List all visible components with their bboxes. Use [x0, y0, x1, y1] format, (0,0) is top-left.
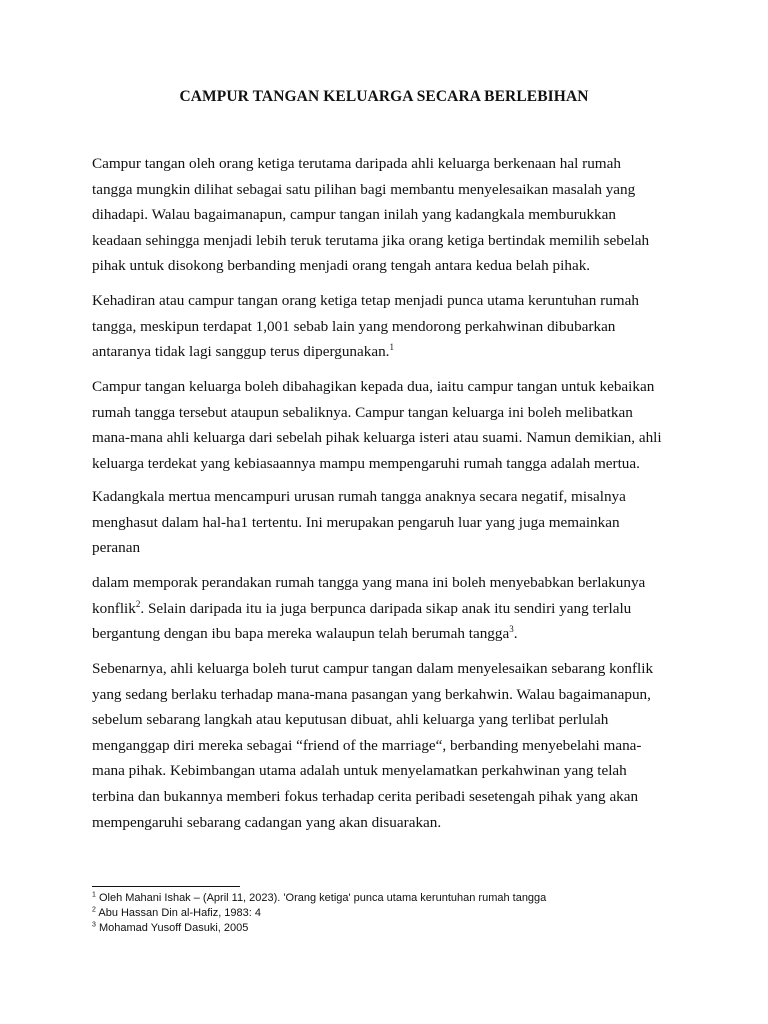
paragraph-line: mana pihak. Kebimbangan utama adalah untuk menyelamatkan perkahwinan yang telah — [92, 762, 627, 780]
paragraph-line-text: konflik — [92, 599, 136, 617]
paragraph-line: Campur tangan keluarga boleh dibahagikan kepada dua, iaitu campur tangan untuk kebaikan — [92, 378, 655, 395]
paragraph-5 — [92, 570, 678, 647]
paragraph-4 — [92, 484, 678, 561]
paragraph-line: Kadangkala mertua mencampuri urusan rumah tangga anaknya secara negatif, misalnya — [92, 488, 626, 505]
footnote-ref-2[interactable]: 2 — [135, 598, 141, 609]
paragraph-3 — [92, 374, 678, 476]
paragraph-line: mempengaruhi sebarang cadangan yang akan disuarakan. — [92, 813, 442, 831]
paragraph-line — [92, 621, 678, 647]
paragraph-line: tangga mungkin dilihat sebagai satu pilihan bagi membantu menyelesaikan masalah yang — [92, 180, 636, 198]
paragraph-line: Sebenarnya, ahli keluarga boleh turut campur tangan dalam menyelesaikan sebarang konflik — [92, 660, 654, 677]
footnote-number: 2 — [92, 906, 96, 914]
footnote-number: 1 — [92, 891, 96, 899]
paragraph-line: peranan — [92, 539, 141, 557]
paragraph-line — [92, 339, 678, 365]
footnote-item — [92, 891, 692, 906]
paragraph-line: tangga, meskipun terdapat 1,001 sebab lain yang mendorong perkahwinan dibubarkan — [92, 317, 616, 335]
paragraph-line: menganggap diri mereka sebagai “friend of the marriage“, berbanding menyebelahi mana- — [92, 736, 642, 754]
footnote-number: 3 — [92, 921, 96, 929]
paragraph-line: yang sedang berlaku terhadap mana-mana pasangan yang berkahwin. Walau bagaimanapun, — [92, 685, 651, 703]
paragraph-line: terbina dan bukannya memberi fokus terhadap cerita peribadi sesetengah pihak yang akan — [92, 787, 639, 805]
paragraph-line: Kehadiran atau campur tangan orang ketiga tetap menjadi punca utama keruntuhan rumah — [92, 292, 639, 309]
footnote-ref-1[interactable]: 1 — [389, 342, 394, 353]
paragraph-line: pihak untuk disokong berbanding menjadi orang tengah antara kedua belah pihak. — [92, 257, 591, 275]
paragraph-line-text: . Selain daripada itu ia juga berpunca daripada sikap anak itu sendiri yang terlalu — [140, 599, 632, 617]
paragraph-line: keluarga terdekat yang kebiasaannya mampu mempengaruhi rumah tangga adalah mertua. — [92, 454, 640, 472]
footnote-item — [92, 906, 692, 921]
paragraph-line: dalam memporak perandakan rumah tangga yang mana ini boleh menyebabkan berlakunya — [92, 574, 646, 591]
footnote-text: Abu Hassan Din al-Hafiz, 1983: 4 — [98, 907, 262, 919]
paragraph-line: dihadapi. Walau bagaimanapun, campur tangan inilah yang kadangkala memburukkan — [92, 206, 616, 224]
paragraph-line-text: antaranya tidak lagi sanggup terus dipergunakan. — [92, 343, 390, 361]
footnote-text: Oleh Mahani Ishak – (April 11, 2023). 'Orang ketiga' punca utama keruntuhan rumah tangga — [98, 892, 547, 904]
paragraph-line-text: bergantung dengan ibu bapa mereka walaupun telah berumah tangga — [92, 625, 510, 643]
paragraph-line: rumah tangga tersebut ataupun sebaliknya. Campur tangan keluarga ini boleh melibatkan — [92, 403, 633, 421]
paragraph-line: mana-mana ahli keluarga dari sebelah pihak keluarga isteri atau suami. Namun demikian, ahli — [92, 429, 662, 447]
paragraph-line: sebelum sebarang langkah atau keputusan dibuat, ahli keluarga yang terlibat perlulah — [92, 711, 609, 729]
paragraph-line — [92, 596, 678, 622]
document-title: CAMPUR TANGAN KELUARGA SECARA BERLEBIHAN — [179, 88, 589, 105]
paragraph-6 — [92, 656, 678, 835]
paragraph-1 — [92, 151, 678, 279]
paragraph-line: Campur tangan oleh orang ketiga terutama daripada ahli keluarga berkenaan hal rumah — [92, 155, 621, 172]
paragraph-line: menghasut dalam hal-ha1 tertentu. Ini merupakan pengaruh luar yang juga memainkan — [92, 513, 620, 531]
footnote-text: Mohamad Yusoff Dasuki, 2005 — [98, 922, 249, 934]
paragraph-line: keadaan sehingga menjadi lebih teruk terutama jika orang ketiga bertindak memilih sebelah — [92, 231, 650, 249]
footnote-divider — [92, 886, 240, 887]
footnote-item — [92, 921, 692, 936]
footnote-ref-3[interactable]: 3 — [509, 624, 514, 635]
paragraph-2 — [92, 288, 678, 365]
paragraph-line-text: . — [513, 625, 518, 643]
footnotes — [92, 891, 692, 936]
